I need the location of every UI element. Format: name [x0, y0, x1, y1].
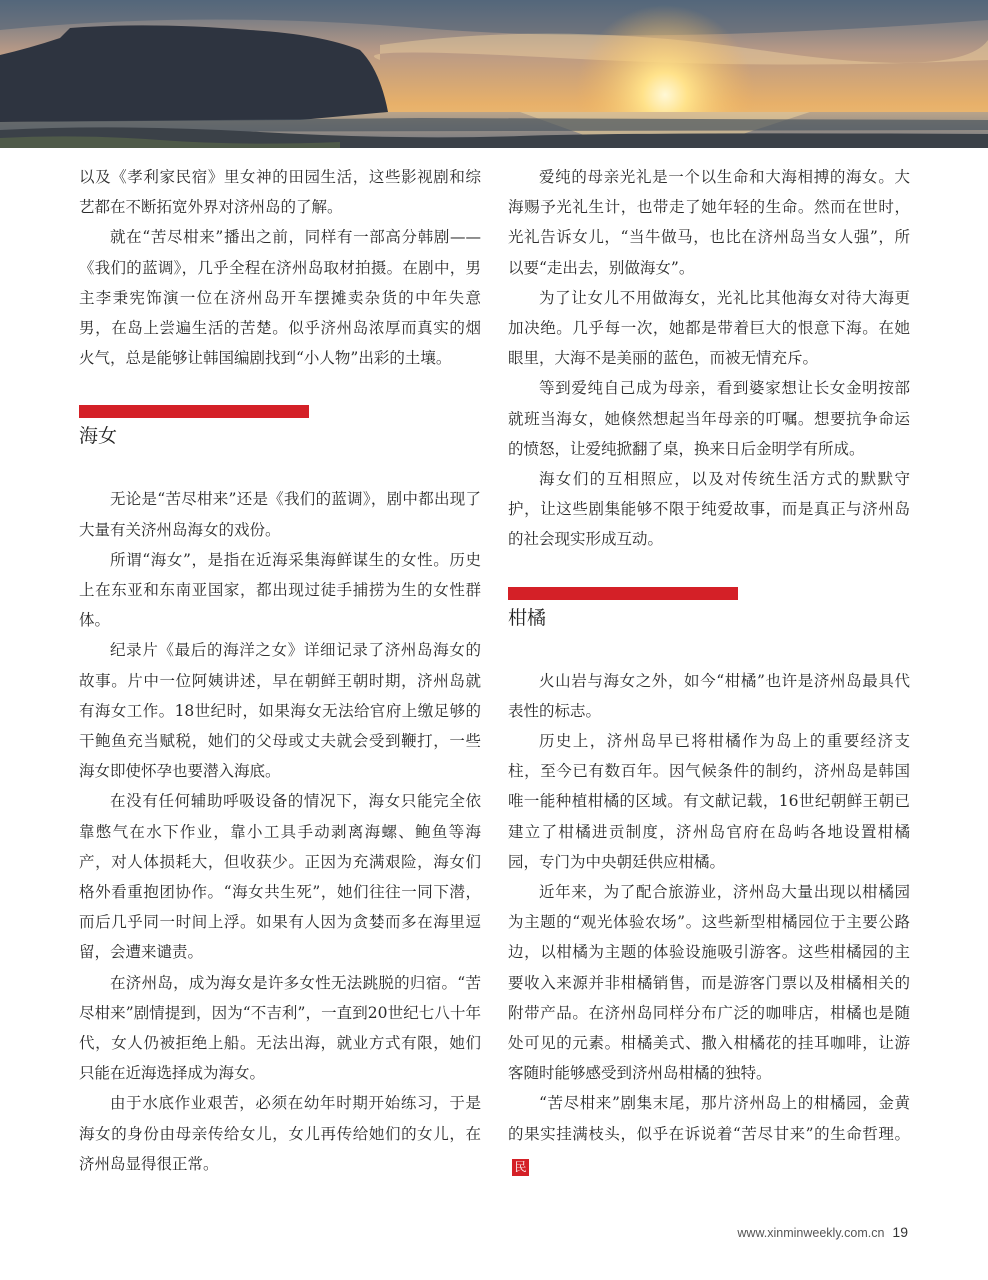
section-divider-bar	[508, 587, 738, 600]
body-paragraph: 在没有任何辅助呼吸设备的情况下，海女只能完全依靠憋气在水下作业，靠小工具手动剥离海螺、鲍鱼等海产，对人体损耗大，但收获少。正因为充满艰险，海女们格外看重抱团协作。“海女共生死”，她们往往一同下潜，而后几乎同一时间上浮。如果有人因为贪婪而多在海里逗留，会遭来谴责。	[79, 792, 481, 962]
body-paragraph: 就在“苦尽柑来”播出之前，同样有一部高分韩剧——《我们的蓝调》，几乎全程在济州岛取材拍摄。在剧中，男主李秉宪饰演一位在济州岛开车摆摊卖杂货的中年失意男，在岛上尝遍生活的苦楚。似乎济州岛浓厚而真实的烟火气，总是能够让韩国编剧找到“小人物”出彩的土壤。	[79, 228, 481, 368]
body-paragraph	[508, 1088, 910, 1179]
end-mark-icon: 民	[512, 1159, 529, 1176]
body-paragraph: 等到爱纯自己成为母亲，看到婆家想让长女金明按部就班当海女，她倏然想起当年母亲的叮嘱。想要抗争命运的愤怒，让爱纯掀翻了桌，换来日后金明学有所成。	[508, 379, 910, 458]
body-paragraph: 由于水底作业艰苦，必须在幼年时期开始练习，于是海女的身份由母亲传给女儿，女儿再传给她们的女儿，在济州岛显得很正常。	[79, 1094, 481, 1173]
page-number: 19	[892, 1224, 908, 1240]
body-paragraph: 海女们的互相照应，以及对传统生活方式的默默守护，让这些剧集能够不限于纯爱故事，而是真正与济州岛的社会现实形成互动。	[508, 470, 910, 549]
body-paragraph: 爱纯的母亲光礼是一个以生命和大海相搏的海女。大海赐予光礼生计，也带走了她年轻的生命。然而在世时，光礼告诉女儿，“当牛做马，也比在济州岛当女人强”，所以要“走出去，别做海女”。	[508, 168, 910, 277]
section-title-citrus: 柑橘	[508, 606, 547, 629]
section-divider-bar	[79, 405, 309, 418]
section-title-haenyeo: 海女	[79, 425, 118, 448]
body-paragraph: 所谓“海女”，是指在近海采集海鲜谋生的女性。历史上在东亚和东南亚国家，都出现过徒手捕捞为生的女性群体。	[79, 550, 481, 630]
body-paragraph: 纪录片《最后的海洋之女》详细记录了济州岛海女的故事。片中一位阿姨讲述，早在朝鲜王朝时期，济州岛就有海女工作。18世纪时，如果海女无法给官府上缴足够的干鲍鱼充当赋税，她们的父母或丈夫就会受到鞭打，一些海女即使怀孕也要潜入海底。	[79, 641, 481, 781]
body-paragraph: 在济州岛，成为海女是许多女性无法跳脱的归宿。“苦尽柑来”剧情提到，因为“不吉利”，一直到20世纪七八十年代，女人仍被拒绝上船。无法出海，就业方式有限，她们只能在近海选择成为海女。	[79, 973, 481, 1083]
page-footer	[737, 1224, 908, 1240]
body-paragraph: 无论是“苦尽柑来”还是《我们的蓝调》，剧中都出现了大量有关济州岛海女的戏份。	[79, 490, 481, 539]
body-paragraph: 以及《孝利家民宿》里女神的田园生活，这些影视剧和综艺都在不断拓宽外界对济州岛的了解。	[79, 168, 481, 217]
right-column	[508, 162, 910, 1179]
closing-text: “苦尽柑来”剧集末尾，那片济州岛上的柑橘园，金黄的果实挂满枝头，似乎在诉说着“苦尽甘来”的生命哲理。	[508, 1094, 910, 1143]
body-paragraph: 为了让女儿不用做海女，光礼比其他海女对待大海更加决绝。几乎每一次，她都是带着巨大的恨意下海。在她眼里，大海不是美丽的蓝色，而被无情充斥。	[508, 288, 910, 368]
body-paragraph: 火山岩与海女之外，如今“柑橘”也许是济州岛最具代表性的标志。	[508, 671, 910, 720]
left-column	[79, 162, 481, 1179]
hero-photo	[0, 0, 988, 148]
body-paragraph: 历史上，济州岛早已将柑橘作为岛上的重要经济支柱，至今已有数百年。因气候条件的制约，济州岛是韩国唯一能种植柑橘的区域。有文献记载，16世纪朝鲜王朝已建立了柑橘进贡制度，济州岛官府在岛屿各地设置柑橘园，专门为中央朝廷供应柑橘。	[508, 732, 910, 871]
sunset-cliff-illustration	[0, 0, 988, 148]
website-url: www.xinminweekly.com.cn	[737, 1226, 885, 1240]
body-paragraph: 近年来，为了配合旅游业，济州岛大量出现以柑橘园为主题的“观光体验农场”。这些新型柑橘园位于主要公路边，以柑橘为主题的体验设施吸引游客。这些柑橘园的主要收入来源并非柑橘销售，而是游客门票以及柑橘相关的附带产品。在济州岛同样分布广泛的咖啡店，柑橘也是随处可见的元素。柑橘美式、撒入柑橘花的挂耳咖啡，让游客随时能够感受到济州岛柑橘的独特。	[508, 883, 910, 1083]
